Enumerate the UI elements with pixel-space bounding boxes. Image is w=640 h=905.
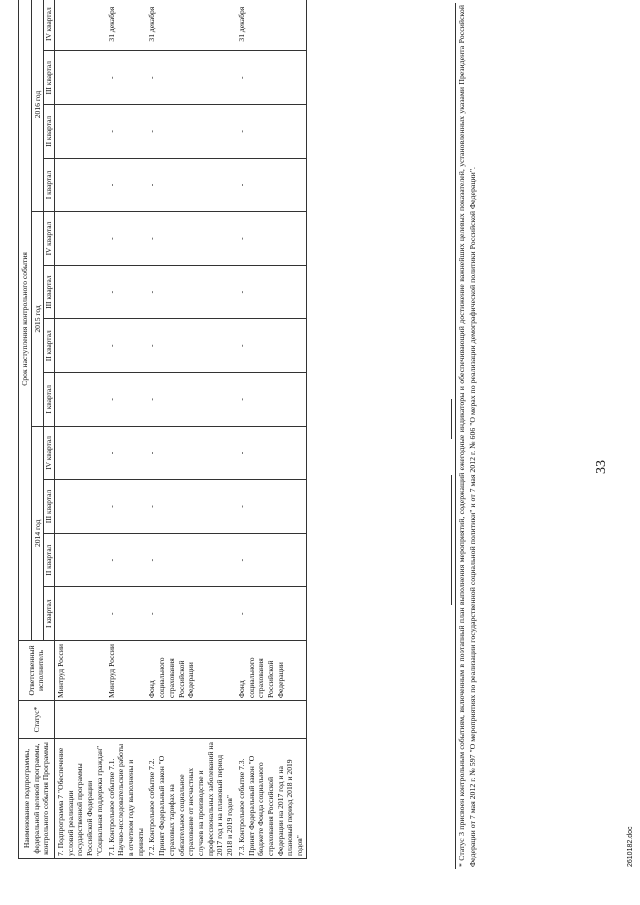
table-row bbox=[236, 0, 307, 859]
footnote-rule bbox=[455, 3, 456, 869]
row-value: - bbox=[236, 105, 307, 159]
separator-line bbox=[451, 399, 452, 439]
header-year: 2014 год bbox=[31, 426, 44, 640]
header-executor: Ответственный исполнитель bbox=[19, 641, 55, 701]
row-value: - bbox=[146, 105, 235, 159]
header-timing: Срок наступления контрольного события bbox=[19, 0, 32, 641]
row-value: - bbox=[146, 319, 235, 373]
row-value bbox=[54, 319, 105, 373]
row-executor: Минтруд России bbox=[106, 641, 147, 701]
table-row bbox=[146, 0, 235, 859]
row-value: - bbox=[106, 265, 147, 319]
row-value: - bbox=[146, 480, 235, 534]
row-value: - bbox=[106, 212, 147, 266]
row-executor: Минтруд России bbox=[54, 641, 105, 701]
row-value bbox=[54, 533, 105, 587]
header-quarter: I квартал bbox=[44, 587, 54, 641]
control-events-table bbox=[18, 0, 307, 859]
row-status bbox=[106, 701, 147, 739]
row-value: - bbox=[106, 480, 147, 534]
header-quarter: IV квартал bbox=[44, 426, 54, 480]
row-executor: Фонд социального страхования Российской Федерации bbox=[146, 641, 235, 701]
row-value: - bbox=[236, 51, 307, 105]
row-status bbox=[236, 701, 307, 739]
row-value: - bbox=[106, 587, 147, 641]
header-status: Статус* bbox=[19, 701, 55, 739]
row-value bbox=[54, 105, 105, 159]
header-quarter: I квартал bbox=[44, 373, 54, 427]
row-value: - bbox=[236, 480, 307, 534]
row-value: - bbox=[236, 533, 307, 587]
row-value: - bbox=[146, 533, 235, 587]
row-value bbox=[54, 426, 105, 480]
row-value bbox=[54, 587, 105, 641]
row-value: 31 декабря bbox=[106, 0, 147, 51]
row-value: - bbox=[106, 158, 147, 212]
row-value: - bbox=[236, 158, 307, 212]
row-name: 7.2. Контрольное событие 7.2. Принят Федеральный закон "О страховых тарифах на обязательное социальное страхование от несчастных случаев на производстве и профессиональных заболеваний на 2017 год и на плановый период 2018 и 2019 годов" bbox=[146, 739, 235, 859]
row-name: 7.1. Контрольное событие 7.1. Научно-исследовательские работы в отчетном году выполнены и приняты bbox=[106, 739, 147, 859]
row-value: - bbox=[236, 265, 307, 319]
row-value: - bbox=[106, 105, 147, 159]
row-value: 31 декабря bbox=[236, 0, 307, 51]
row-value bbox=[54, 265, 105, 319]
row-name: 7.3. Контрольное событие 7.3. Принят Федеральный закон "О бюджете Фонда социального страхования Российской Федерации на 2017 год и на плановый период 2018 и 2019 годов" bbox=[236, 739, 307, 859]
header-quarter: III квартал bbox=[44, 265, 54, 319]
footnote: * Статус 3 присвоен контрольным событиям, включенным в поэтапный план выполнения мероприятий, содержащий ежегодные индикаторы и обеспечивающий достижение важнейших целевых показателей, установленных указами Президента Российской Федерации от 7 мая 2012 г. № 597 "О мероприятиях по реализации государственной социальной политики" и от 7 мая 2012 г. № 606 "О мерах по реализации демографической политики Российской Федерации". bbox=[457, 5, 477, 867]
page-number: 33 bbox=[594, 460, 609, 474]
row-value: - bbox=[106, 373, 147, 427]
row-value: 31 декабря bbox=[146, 0, 235, 51]
header-quarter: IV квартал bbox=[44, 212, 54, 266]
row-executor: Фонд социального страхования Российской Федерации bbox=[236, 641, 307, 701]
header-year: 2016 год bbox=[31, 0, 44, 212]
header-quarter: II квартал bbox=[44, 105, 54, 159]
row-value: - bbox=[106, 51, 147, 105]
row-value: - bbox=[106, 426, 147, 480]
table-row bbox=[54, 0, 105, 859]
row-value: - bbox=[146, 587, 235, 641]
row-value: - bbox=[236, 426, 307, 480]
header-quarter: IV квартал bbox=[44, 0, 54, 51]
header-quarter: I квартал bbox=[44, 158, 54, 212]
table-row bbox=[106, 0, 147, 859]
document-filename: 2610182.doc bbox=[627, 826, 634, 867]
row-value: - bbox=[146, 426, 235, 480]
separator-line bbox=[451, 475, 452, 605]
header-year: 2015 год bbox=[31, 212, 44, 426]
header-quarter: II квартал bbox=[44, 533, 54, 587]
row-value bbox=[54, 158, 105, 212]
row-value bbox=[54, 212, 105, 266]
row-value: - bbox=[146, 265, 235, 319]
row-value bbox=[54, 0, 105, 51]
header-quarter: III квартал bbox=[44, 51, 54, 105]
row-value bbox=[54, 480, 105, 534]
row-value: - bbox=[106, 533, 147, 587]
row-value: - bbox=[146, 51, 235, 105]
header-quarter: II квартал bbox=[44, 319, 54, 373]
row-value: - bbox=[236, 373, 307, 427]
header-quarter: III квартал bbox=[44, 480, 54, 534]
row-status bbox=[54, 701, 105, 739]
row-value bbox=[54, 51, 105, 105]
row-value: - bbox=[106, 319, 147, 373]
header-name: Наименование подпрограммы, федеральной целевой программы, контрольного события Программы bbox=[19, 739, 55, 859]
row-name: 7. Подпрограмма 7 "Обеспечение условий реализации государственной программы Российской Федерации "Социальная поддержка граждан" bbox=[54, 739, 105, 859]
row-value: - bbox=[236, 319, 307, 373]
row-value: - bbox=[146, 373, 235, 427]
row-status bbox=[146, 701, 235, 739]
row-value bbox=[54, 373, 105, 427]
table-body bbox=[54, 0, 306, 859]
row-value: - bbox=[146, 158, 235, 212]
row-value: - bbox=[146, 212, 235, 266]
row-value: - bbox=[236, 587, 307, 641]
row-value: - bbox=[236, 212, 307, 266]
